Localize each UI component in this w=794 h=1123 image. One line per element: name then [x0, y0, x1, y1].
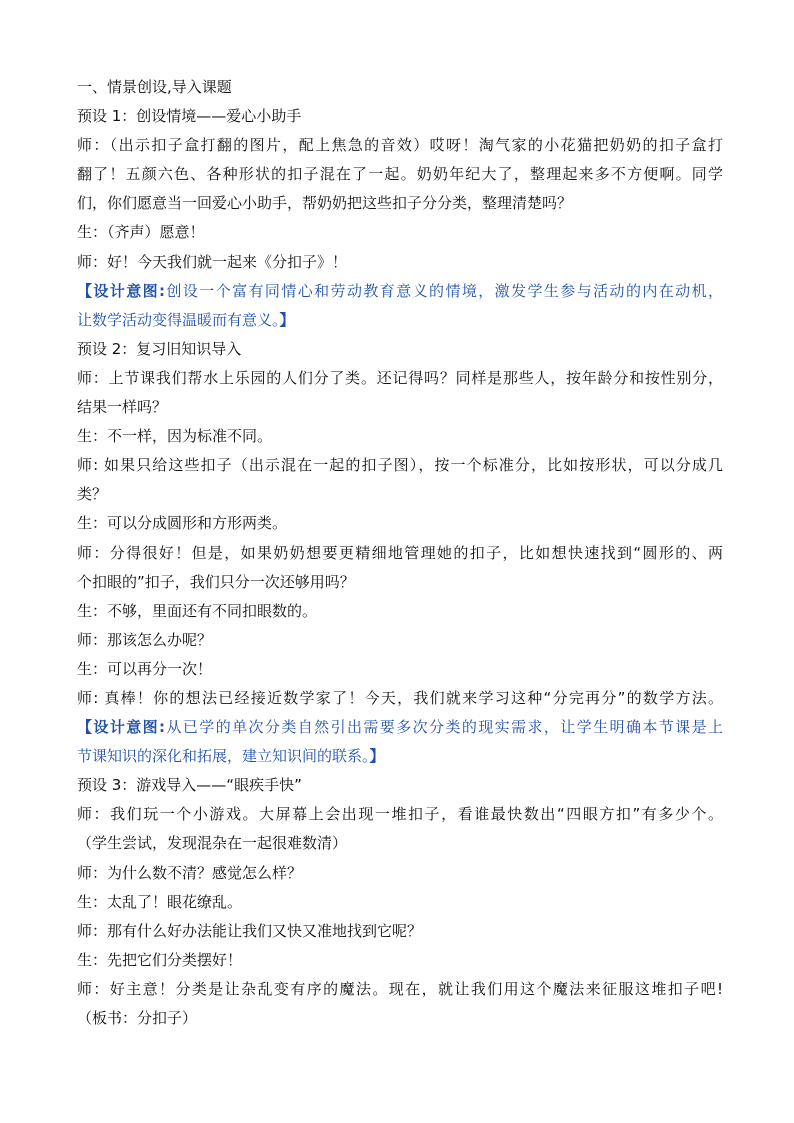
text-line: 师：上节课我们帮水上乐园的人们分了类。还记得吗？同样是那些人，按年龄分和按性别分，	[77, 368, 723, 387]
design-intent-1	[77, 277, 723, 306]
text-line: 师：为什么数不清？感觉怎么样？	[77, 863, 303, 882]
text-line: 师：好！今天我们就一起来《分扣子》！	[77, 252, 348, 271]
text-line: 生：可以分成圆形和方形两类。	[77, 514, 288, 533]
text-line: 师：那该怎么办呢？	[77, 630, 213, 649]
design-intent-label: 【设计意图:	[77, 718, 166, 737]
text-line: （板书：分扣子）	[77, 1009, 198, 1027]
section-heading: 一、情景创设,导入课题	[77, 78, 232, 96]
text-line: 师: 如果只给这些扣子（出示混在一起的扣子图），按一个标准分，比如按形状，可以分成几	[77, 456, 723, 475]
text-line: 们，你们愿意当一回爱心小助手，帮奶奶把这些扣子分分类，整理清楚吗？	[77, 194, 573, 213]
text-line: 师：我们玩一个小游戏。大屏幕上会出现一堆扣子，看谁最快数出“四眼方扣”有多少个。	[77, 805, 723, 824]
text-line: 生：不够，里面还有不同扣眼数的。	[77, 601, 318, 620]
document-page	[77, 73, 723, 1033]
design-intent-1-end	[77, 306, 723, 335]
design-intent-text: 让数学活动变得温暖而有意义。	[77, 310, 280, 329]
design-intent-text: 节课知识的深化和拓展，建立知识间的联系。	[77, 747, 370, 766]
text-line: 生：可以再分一次！	[77, 659, 213, 678]
text-line: 生：不一样，因为标准不同。	[77, 427, 273, 446]
text-line: 翻了！五颜六色、各种形状的扣子混在了一起。奶奶年纪大了，整理起来多不方便啊。同学	[77, 165, 723, 184]
preset-2-heading: 预设 2：复习旧知识导入	[77, 339, 242, 358]
text-line: 师：那有什么好办法能让我们又快又准地找到它呢？	[77, 921, 423, 940]
design-intent-label: 【设计意图:	[77, 281, 166, 300]
text-line: （学生尝试，发现混杂在一起很难数清）	[77, 834, 348, 853]
design-intent-text: 创设一个富有同情心和劳动教育意义的情境，激发学生参与活动的内在动机，	[165, 281, 723, 300]
text-line: 师：（出示扣子盒打翻的图片，配上焦急的音效）哎呀！淘气家的小花猫把奶奶的扣子盒打	[77, 136, 723, 155]
design-intent-2	[77, 713, 723, 742]
text-line: 结果一样吗？	[77, 398, 168, 417]
design-intent-close: 】	[279, 310, 295, 329]
preset-1-heading: 预设 1：创设情境——爱心小助手	[77, 107, 302, 126]
text-line: 生：（齐声）愿意！	[77, 223, 205, 242]
text-line: 师：好主意！分类是让杂乱变有序的魔法。现在，就让我们用这个魔法来征服这堆扣子吧!	[77, 979, 723, 998]
design-intent-2-end	[77, 742, 723, 771]
text-line: 师: 真棒！你的想法已经接近数学家了！今天，我们就来学习这种“分完再分”的数学方法。	[77, 688, 723, 707]
preset-3-heading: 预设 3：游戏导入——“眼疾手快”	[77, 776, 302, 795]
design-intent-close: 】	[369, 747, 385, 766]
text-line: 师：分得很好！但是，如果奶奶想要更精细地管理她的扣子，比如想快速找到“圆形的、两	[77, 543, 723, 562]
text-line: 生：太乱了！眼花缭乱。	[77, 892, 243, 911]
text-line: 生：先把它们分类摆好！	[77, 950, 243, 969]
text-line: 个扣眼的”扣子，我们只分一次还够用吗？	[77, 572, 355, 591]
design-intent-text: 从已学的单次分类自然引出需要多次分类的现实需求，让学生明确本节课是上	[165, 718, 723, 737]
text-line: 类？	[77, 485, 108, 504]
